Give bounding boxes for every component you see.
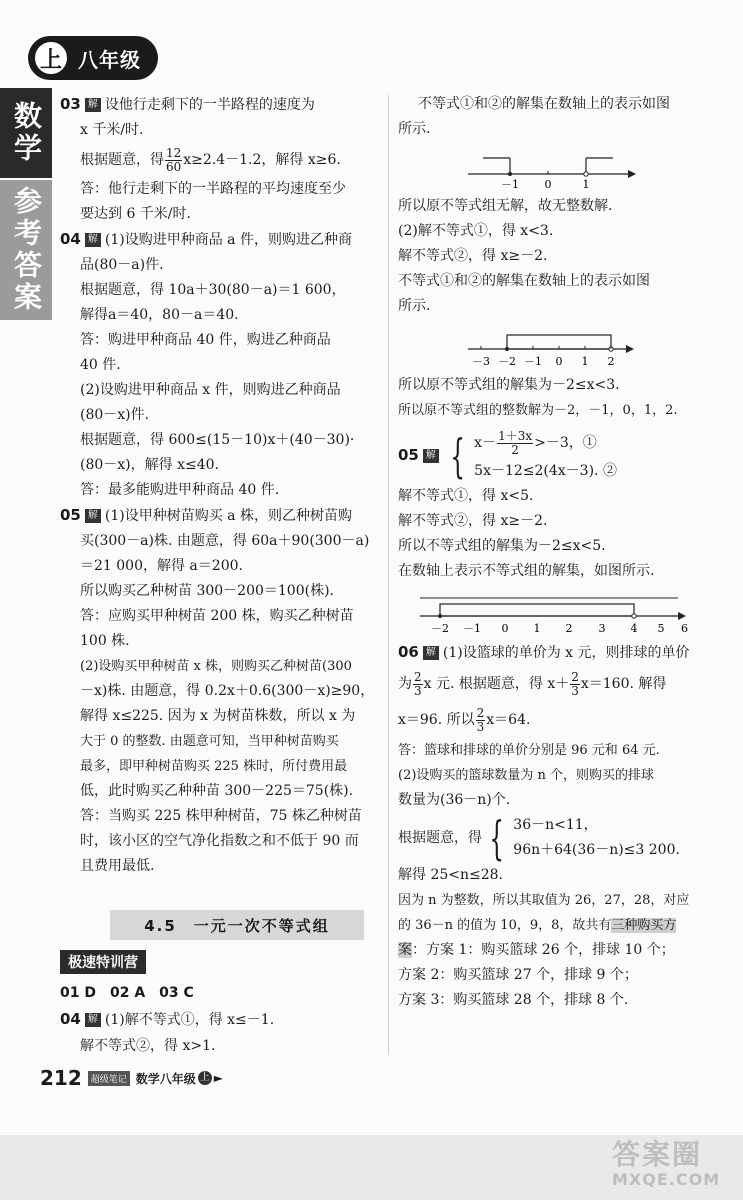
side-section-label: 参考答案 (0, 180, 52, 320)
q06-system: 根据题意，得 { 36－n<11， 96n＋64(36－n)≤3 200. (398, 811, 680, 865)
tick-label: 0 (501, 622, 509, 635)
arrow-icon: ► (213, 1071, 224, 1085)
q04-line-10: (80－x)，解得 x≤40. (80, 457, 219, 473)
q04b-line-2: 解不等式②，得 x>1. (80, 1038, 216, 1054)
q05-line-4: 所以购买乙种树苗 300－200＝100(株). (80, 583, 334, 599)
tick-label: 0 (544, 178, 552, 190)
watermark (612, 1140, 734, 1195)
tick-label: 0 (555, 355, 563, 368)
q05-line-9: 解得 x≤225. 因为 x 为树苗株数，所以 x 为 (80, 708, 356, 724)
q05-line-1: 05 解 (1)设甲种树苗购买 a 株，则乙种树苗购 (60, 506, 352, 524)
q06-line-5: (2)设购买的篮球数量为 n 个，则购买的排球 (398, 768, 655, 783)
q05-line-3: ＝21 000，解得 a＝200. (80, 558, 243, 574)
left-column (60, 92, 382, 879)
question-number: 04 (60, 1010, 81, 1028)
tick-label: －1 (524, 355, 542, 368)
fraction: $\frac{12}{60}$ (166, 145, 182, 174)
q04-line-2: 品(80－a)件. (80, 257, 164, 273)
tick-label: －3 (472, 355, 490, 368)
jie-icon: 解 (85, 509, 101, 523)
q05-line-15: 且费用最低. (80, 858, 155, 874)
tick-label: 1 (582, 178, 590, 190)
q05-line-14: 时，该小区的空气净化指数之和不低于 90 而 (80, 833, 359, 849)
highlight: 案 (398, 942, 412, 958)
tick-label: 4 (630, 622, 638, 635)
q06-line-3: x＝96. 所以 $\frac{2}{3}$ x＝64. (398, 705, 531, 734)
tick-label: 2 (607, 355, 615, 368)
q06-line-11: 案：方案 1：购买篮球 26 个，排球 10 个； (398, 942, 675, 958)
q05r-line-2: 解不等式②，得 x≥－2. (398, 513, 548, 529)
grade-label: 八年级 (78, 48, 141, 72)
q05r-line-1: 解不等式①，得 x<5. (398, 488, 534, 504)
jie-icon: 解 (423, 449, 439, 463)
q05r-line-3: 所以不等式组的解集为－2≤x<5. (398, 538, 606, 554)
q04-line-7: (2)设购进甲种商品 x 件，则购进乙种商品 (80, 382, 341, 398)
question-number: 05 (60, 506, 81, 524)
q04-line-4: 解得a＝40，80－a＝40. (80, 307, 239, 323)
brace-icon: { (489, 811, 504, 865)
right-line-1: 不等式①和②的解集在数轴上的表示如图 (418, 96, 670, 112)
q05r-line-4: 在数轴上表示不等式组的解集，如图所示. (398, 563, 655, 579)
q05-line-10: 大于 0 的整数. 由题意可知，当甲种树苗购买 (80, 734, 339, 749)
tick-label: 6 (681, 622, 688, 635)
tick-label: 5 (657, 622, 665, 635)
number-line-2 (398, 325, 698, 369)
fraction: $\frac{1+3x}{2}$ (498, 428, 533, 457)
q05-line-5: 答：应购买甲种树苗 200 株，购买乙种树苗 (80, 608, 354, 624)
jie-icon: 解 (85, 1013, 101, 1027)
q06-line-9: 因为 n 为整数，所以其取值为 26，27，28，对应 (398, 893, 690, 908)
watermark-url: MXQE.COM (612, 1170, 721, 1189)
mc-answers: 01 D 02 A 03 C (60, 985, 194, 1001)
q05-line-11: 最多，即甲种树苗购买 225 株时，所付费用最 (80, 759, 348, 774)
q03-line-3: 根据题意，得 $\frac{12}{60}$ x≥2.4－1.2，解得 x≥6. (80, 145, 341, 174)
jie-icon: 解 (85, 233, 101, 247)
right-line-4: (2)解不等式①，得 x<3. (398, 223, 554, 239)
number-line-1 (398, 148, 698, 190)
tick-label: 1 (533, 622, 541, 635)
q04-line-8: (80－x)件. (80, 407, 150, 423)
right-line-6: 不等式①和②的解集在数轴上的表示如图 (398, 273, 650, 289)
question-number: 03 (60, 95, 81, 113)
highlight: 三种购买方 (611, 918, 677, 933)
q04b-line-1: 04 解 (1)解不等式①，得 x≤－1. (60, 1010, 275, 1028)
q05-line-2: 买(300－a)株. 由题意，得 60a＋90(300－a) (80, 533, 370, 549)
tick-label: 1 (581, 355, 589, 368)
q06-line-12: 方案 2：购买篮球 27 个，排球 9 个； (398, 967, 638, 983)
right-line-8: 所以原不等式组的解集为－2≤x<3. (398, 377, 620, 393)
q03-line-5: 要达到 6 千米/时. (80, 206, 191, 222)
brace-icon: { (450, 428, 465, 483)
tick-label: －1 (463, 622, 481, 635)
question-number: 05 (398, 446, 419, 464)
q05-line-7: (2)设购买甲种树苗 x 株，则购买乙种树苗(300 (80, 659, 352, 674)
column-divider (388, 95, 389, 1055)
footer-book-title: 数学八年级 (135, 1071, 196, 1086)
q04-line-6: 40 件. (80, 357, 121, 373)
q03-line-4: 答：他行走剩下的一半路程的平均速度至少 (80, 181, 346, 197)
fraction: $\frac{2}{3}$ (571, 669, 579, 698)
fraction: $\frac{2}{3}$ (476, 705, 485, 734)
tick-label: 3 (598, 622, 606, 635)
right-line-9: 所以原不等式组的整数解为－2，－1，0，1，2. (398, 403, 678, 418)
q04-line-11: 答：最多能购进甲种商品 40 件. (80, 482, 280, 498)
q06-line-1: 06 解 (1)设篮球的单价为 x 元，则排球的单价 (398, 643, 690, 661)
q06-line-8: 解得 25<n≤28. (398, 867, 504, 883)
tick-label: 2 (565, 622, 573, 635)
q04-line-1: 04 解 (1)设购进甲种商品 a 件，则购进乙种商 (60, 230, 352, 248)
q03-line-1: 03 解 设他行走剩下的一半路程的速度为 (60, 95, 315, 113)
volume-icon: 上 (199, 1072, 210, 1083)
q03-line-2: x 千米/时. (80, 122, 144, 138)
q06-line-4: 答：篮球和排球的单价分别是 96 元和 64 元. (398, 743, 660, 758)
q04-line-3: 根据题意，得 10a＋30(80－a)＝1 600， (80, 282, 346, 298)
watermark-logo: 答案圈 (612, 1138, 703, 1171)
tick-label: －1 (501, 178, 519, 190)
question-number: 06 (398, 643, 419, 661)
q06-line-2: 为 $\frac{2}{3}$ x 元. 根据题意，得 x＋ $\frac{2}{3}$ x＝160. 解得 (398, 669, 667, 698)
question-number: 04 (60, 230, 81, 248)
q04-line-5: 答：购进甲种商品 40 件，购进乙种商品 (80, 332, 331, 348)
q05-line-8: －x)株. 由题意，得 0.2x＋0.6(300－x)≥90， (80, 683, 375, 699)
q05-system: 05 解 { x－ $\frac{1+3x}{2}$ >－3，① 5x－12≤2(4x－3). ② (398, 428, 617, 483)
q06-line-6: 数量为(36－n)个. (398, 792, 511, 808)
q05-line-6: 100 株. (80, 633, 130, 649)
right-column (398, 92, 718, 1013)
series-tag: 超级笔记 (88, 1071, 130, 1086)
q05-line-12: 低，此时购买乙种种苗 300－225＝75(株). (80, 783, 354, 799)
tick-label: －2 (498, 355, 516, 368)
right-line-7: 所示. (398, 298, 431, 314)
left-lower-block (60, 980, 380, 1059)
volume-badge: 上 (33, 40, 69, 76)
q04-line-9: 根据题意，得 600≤(15－10)x＋(40－30)· (80, 432, 355, 448)
jie-icon: 解 (85, 98, 101, 112)
tick-label: －2 (431, 622, 449, 635)
jie-icon: 解 (423, 646, 439, 660)
right-line-5: 解不等式②，得 x≥－2. (398, 248, 548, 264)
page-number: 212 (40, 1066, 82, 1090)
section-title: 4.5 一元一次不等式组 (110, 910, 364, 940)
special-training-label: 极速特训营 (60, 950, 146, 974)
right-line-2: 所示. (398, 121, 431, 137)
q06-line-13: 方案 3：购买篮球 28 个，排球 8 个. (398, 992, 629, 1008)
side-subject-label: 数学 (0, 88, 52, 178)
q06-line-10: 的 36－n 的值为 10，9，8，故共有三种购买方 (398, 918, 677, 933)
number-line-3 (398, 590, 698, 636)
q05-line-13: 答：当购买 225 株甲种树苗，75 株乙种树苗 (80, 808, 362, 824)
right-line-3: 所以原不等式组无解，故无整数解. (398, 198, 613, 214)
page-footer (40, 1066, 223, 1090)
fraction: $\frac{2}{3}$ (414, 669, 422, 698)
